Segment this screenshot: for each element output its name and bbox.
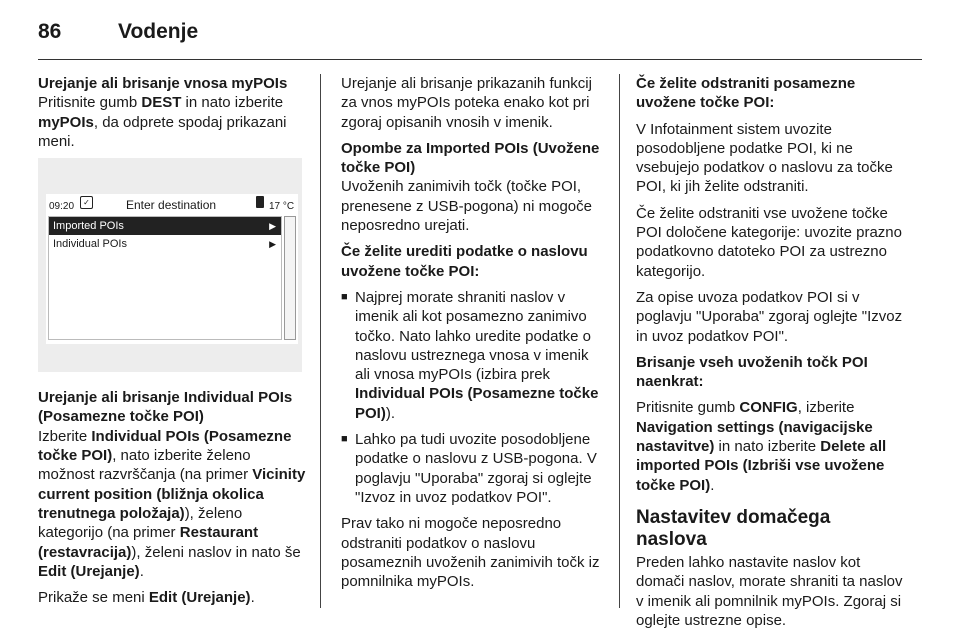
column-2: Urejanje ali brisanje prikazanih funkcij za vnos myPOIs poteka enako kot pri zgoraj opisanih vnosih v imenik. Opombe za Imported POIs (Uvožene točke POI) Uvoženih zanimivih točk (točke POI, prenesene z USB-pogona) ni mogoče neposredno urejati. Če želite urediti podatke o naslovu uvožene točke POI: ■ Najprej morate shraniti naslov v imenik ali kot posamezno zanimivo točko. Nato lahko uredite podatke o naslovu ustreznega vnosa v imenik ali vnosa myPOIs (izbira prek Individual POIs (Posamezne točke POI)). ■ Lahko pa tudi uvozite posodobljene podatke o naslovu z USB-pogona. V poglavju "Uporaba" zgoraj si oglejte "Izvoz in uvoz podatkov POI". Prav tako ni mogoče neposredno odstraniti podatkov o naslovu posameznih uvoženih zanimivih točk iz pomnilnika myPOIs.: [341, 74, 603, 598]
column-1: Urejanje ali brisanje vnosa myPOIs Pritisnite gumb DEST in nato izberite myPOIs, da odprete spodaj prikazani meni. 09:20 ✓ Enter destination 17 °C Imported POIs ▶ Individual POIs ▶ Urejanje ali brisanje Individual POIs (Posamezne točke POI) Izberite Individual POIs (Posamezne točke POI), nato izberite želeno možnost razvrščanja (na primer Vicinity current position (bližnja okolica trenutnega položaja)), želeno kategorijo (na primer Restaurant (restavracija)), želeni naslov in nato še Edit (Urejanje). Prikaže se meni Edit (Urejanje).: [38, 75, 306, 607]
heading-edit-address: Če želite urediti podatke o naslovu uvožene točke POI:: [341, 243, 588, 280]
menu-item-individual-pois[interactable]: Individual POIs ▶: [49, 235, 281, 253]
heading-home-address: Nastavitev domačega naslova: [636, 506, 831, 550]
section-title: Vodenje: [118, 20, 199, 43]
list-item: ■ Lahko pa tudi uvozite posodobljene podatke o naslovu z USB-pogona. V poglavju "Uporaba" zgoraj si oglejte "Izvoz in uvoz podatkov POI".: [341, 430, 603, 507]
infotainment-screen: [46, 194, 298, 344]
column-divider: [320, 74, 321, 608]
bullet-list: [341, 288, 603, 507]
paragraph: Prav tako ni mogoče neposredno odstraniti podatkov o naslovu posameznih uvoženih zanimivih točk iz pomnilnika myPOIs.: [341, 515, 600, 591]
temperature: 17 °C: [269, 201, 295, 213]
header-rule: [38, 59, 922, 60]
paragraph: Za opise uvoza podatkov POI si v poglavju "Uporaba" zgoraj oglejte "Izvoz in uvoz podatkov POI".: [636, 288, 903, 345]
column-divider: [619, 74, 620, 608]
arrow-right-icon: ▶: [269, 239, 276, 250]
poi-menu-list: [48, 216, 282, 340]
clock: 09:20: [49, 201, 75, 213]
page-header: [38, 14, 198, 50]
scrollbar[interactable]: [284, 216, 296, 340]
screen-illustration: [38, 158, 302, 372]
heading-imported-pois-notes: Opombe za Imported POIs (Uvožene točke POI): [341, 139, 600, 177]
heading-delete-all: Brisanje vseh uvoženih točk POI naenkrat:: [636, 353, 868, 391]
paragraph: Urejanje ali brisanje prikazanih funkcij za vnos myPOIs poteka enako kot pri zgoraj opisanih vnosih v imenik.: [341, 75, 592, 131]
screen-status-bar: [46, 194, 298, 212]
screen-title: Enter destination: [126, 198, 217, 213]
heading-edit-mypois: Urejanje ali brisanje vnosa myPOIs: [38, 75, 288, 92]
paragraph: V Infotainment sistem uvozite posodobljene podatke POI, ki ne vsebujejo podatkov o naslovu za točke POI, ki jih želite odstraniti.: [636, 120, 893, 196]
column-3: Če želite odstraniti posamezne uvožene točke POI: V Infotainment sistem uvozite posodobljene podatke POI, ki ne vsebujejo podatkov o naslovu za točke POI, ki jih želite odstraniti. Če želite odstraniti vse uvožene točke POI določene kategorije: uvozite prazno podatkovno datoteko POI za ustrezno kategorijo. Za opise uvoza podatkov POI si v poglavju "Uporaba" zgoraj oglejte "Izvoz in uvoz podatkov POI". Brisanje vseh uvoženih točk POI naenkrat: Pritisnite gumb CONFIG, izberite Navigation settings (navigacijske nastavitve) in nato izberite Delete all imported POIs (Izbriši vse uvožene točke POI). Nastavitev domačega naslova Preden lahko nastavite naslov kot domači naslov, morate shraniti ta naslov v imenik ali pomnilnik myPOIs. Zgoraj si oglejte ustrezne opise.: [636, 74, 906, 637]
paragraph: Preden lahko nastavite naslov kot domači naslov, morate shraniti ta naslov v imenik ali pomnilnik myPOIs. Zgoraj si oglejte ustrezne opise.: [636, 553, 903, 629]
list-item: ■ Najprej morate shraniti naslov v imenik ali kot posamezno zanimivo točko. Nato lahko uredite podatke o naslovu ustreznega vnosa v imenik ali vnosa myPOIs (izbira prek Individual POIs (Posamezne točke POI)).: [341, 288, 603, 423]
heading-remove-imported-pois: Če želite odstraniti posamezne uvožene točke POI:: [636, 75, 856, 112]
phone-icon: [256, 196, 264, 208]
page-number: 86: [38, 20, 62, 43]
navigation-icon: ✓: [80, 196, 93, 209]
paragraph: Če želite odstraniti vse uvožene točke POI določene kategorije: uvozite prazno podatkovno datoteko POI za ustrezno kategorijo.: [636, 204, 902, 280]
arrow-right-icon: ▶: [269, 221, 276, 232]
heading-individual-pois: Urejanje ali brisanje Individual POIs (Posamezne točke POI): [38, 389, 293, 426]
menu-item-imported-pois[interactable]: Imported POIs ▶: [49, 217, 281, 235]
